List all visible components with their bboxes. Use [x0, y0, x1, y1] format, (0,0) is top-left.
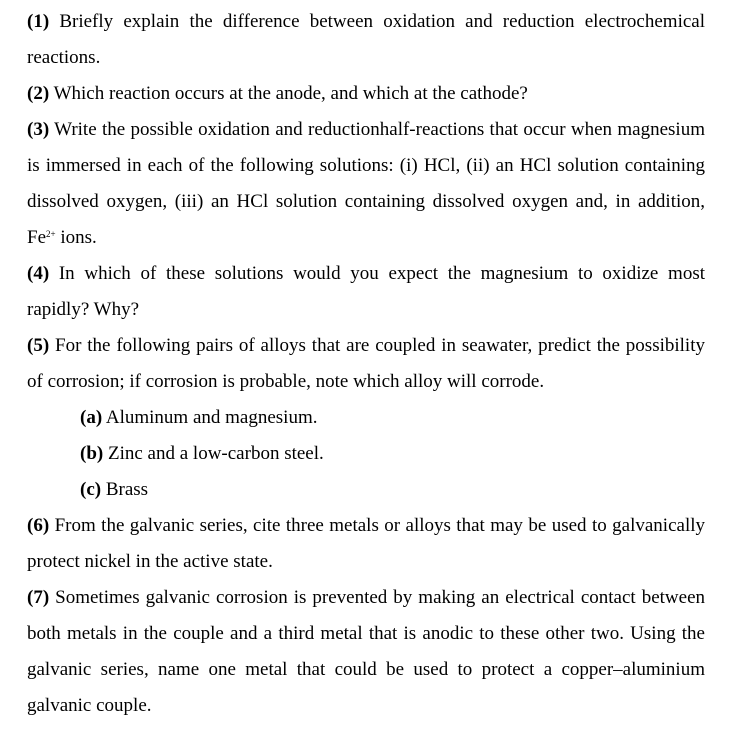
- question-7: [27, 580, 705, 724]
- question-number: (1): [27, 11, 50, 32]
- question-4: [27, 256, 705, 328]
- question-number: (6): [27, 515, 50, 536]
- question-5: [27, 328, 705, 400]
- item-text: Aluminum and magnesium.: [102, 407, 318, 428]
- question-3: [27, 112, 705, 256]
- item-text: Zinc and a low-carbon steel.: [103, 443, 324, 464]
- question-5-item-a: [27, 400, 705, 436]
- question-text: Briefly explain the difference between oxidation and reduction electrochemical reactions.: [27, 11, 705, 68]
- question-number: (4): [27, 263, 50, 284]
- item-label: (c): [80, 479, 102, 500]
- item-label: (a): [80, 407, 103, 428]
- question-2: [27, 76, 705, 112]
- question-6: [27, 508, 705, 580]
- question-5-item-c: [27, 472, 705, 508]
- question-text: Sometimes galvanic corrosion is prevented by making an electrical contact between both metals in the couple and a third metal that is anodic to these other two. Using the galvanic series, name one metal that could be used to protect a copper–aluminium galvanic couple.: [27, 587, 705, 716]
- question-text: Which reaction occurs at the anode, and which at the cathode?: [49, 83, 528, 104]
- question-text: In which of these solutions would you expect the magnesium to oxidize most rapidly? Why?: [27, 263, 705, 320]
- question-5-item-b: [27, 436, 705, 472]
- question-number: (5): [27, 335, 50, 356]
- item-label: (b): [80, 443, 104, 464]
- ion-charge-superscript: 2+: [46, 229, 56, 239]
- item-text: Brass: [101, 479, 149, 500]
- question-text: Write the possible oxidation and reductionhalf-reactions that occur when magnesium is immersed in each of the following solutions: (i) HCl, (ii) an HCl solution containing dissolved oxygen, (iii) an HCl solution containing dissolved oxygen and, in addition, Fe: [27, 119, 705, 248]
- question-text: For the following pairs of alloys that are coupled in seawater, predict the possibility of corrosion; if corrosion is probable, note which alloy will corrode.: [27, 335, 705, 392]
- question-1: [27, 4, 705, 76]
- question-text: From the galvanic series, cite three metals or alloys that may be used to galvanically protect nickel in the active state.: [27, 515, 705, 572]
- question-number: (2): [27, 83, 50, 104]
- question-number: (7): [27, 587, 50, 608]
- question-number: (3): [27, 119, 50, 140]
- document-page: [27, 0, 705, 724]
- question-text-end: ions.: [55, 227, 97, 248]
